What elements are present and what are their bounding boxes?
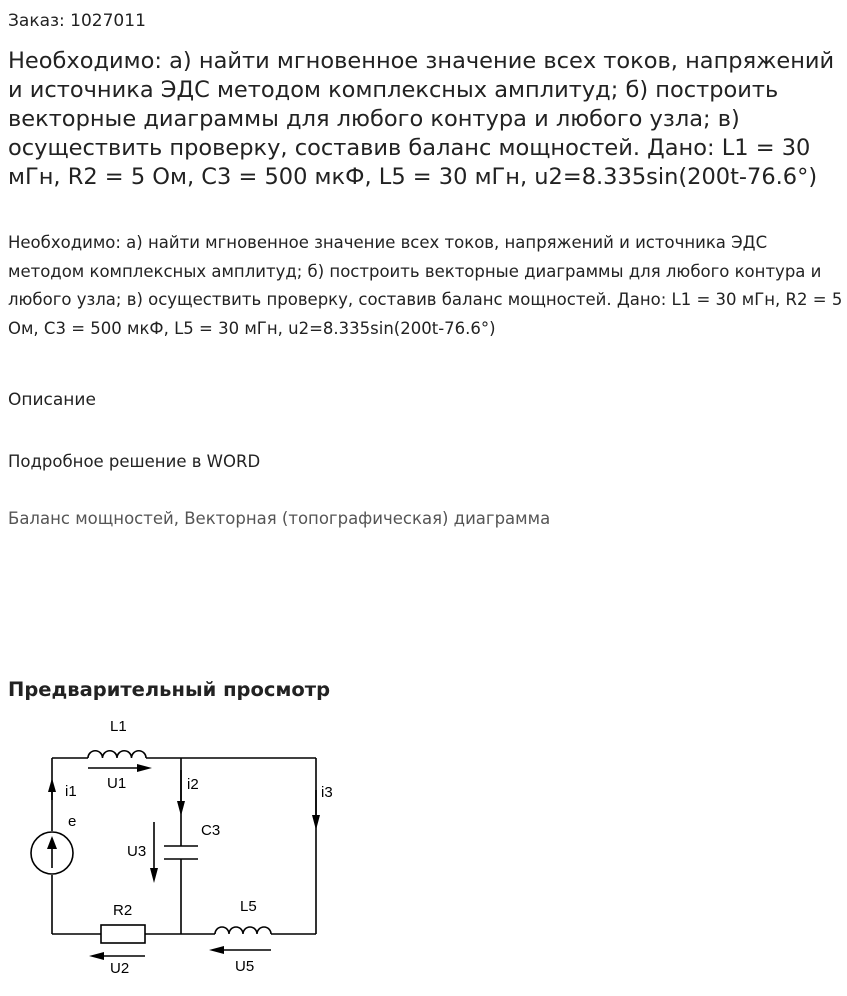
inductor-l5 — [215, 927, 271, 934]
tag-vector-diagram[interactable]: Векторная (топографическая) диаграмма — [184, 509, 551, 528]
label-i1: i1 — [65, 783, 77, 800]
label-e: e — [68, 813, 77, 830]
tag-power-balance[interactable]: Баланс мощностей — [8, 509, 174, 528]
label-u2: U2 — [110, 960, 130, 977]
i3-arrow-head — [312, 815, 320, 830]
u1-arrow-head — [137, 764, 152, 772]
emf-arrow-head — [47, 836, 57, 849]
i2-arrow-head — [177, 801, 185, 816]
label-c3: C3 — [201, 822, 221, 839]
preview-heading: Предварительный просмотр — [8, 678, 331, 701]
label-i2: i2 — [187, 776, 199, 793]
label-u5: U5 — [235, 958, 255, 975]
tag-separator: , — [173, 509, 185, 528]
label-i3: i3 — [321, 784, 333, 801]
tag-list — [8, 507, 550, 531]
page-title: Необходимо: а) найти мгновенное значение всех токов, напряжений и источника ЭДС методом комплексных амплитуд; б) построить векторные диаграммы для любого контура и любого узла; в) осуществить проверку, составив баланс мощностей. Дано: L1 = 30 мГн, R2 = 5 Ом, C3 = 500 мкФ, L5 = 30 мГн, u2=8.335sin(200t-76.6°) — [8, 48, 835, 190]
i1-arrow-head — [48, 778, 56, 792]
label-r2: R2 — [113, 902, 133, 919]
resistor-r2 — [101, 925, 145, 943]
inductor-l1 — [88, 751, 146, 758]
task-description: Необходимо: а) найти мгновенное значение всех токов, напряжений и источника ЭДС методом комплексных амплитуд; б) построить векторные диаграммы для любого контура и любого узла; в) осуществить проверку, составив баланс мощностей. Дано: L1 = 30 мГн, R2 = 5 Ом, C3 = 500 мкФ, L5 = 30 мГн, u2=8.335sin(200t-76.6°) — [8, 233, 843, 338]
order-number: Заказ: 1027011 — [8, 11, 146, 31]
label-u1: U1 — [107, 775, 127, 792]
u3-arrow-head — [150, 868, 158, 883]
u2-arrow-head — [89, 952, 104, 960]
label-l5: L5 — [240, 898, 257, 915]
u5-arrow-head — [209, 946, 224, 954]
description-heading: Описание — [8, 390, 96, 410]
label-u3: U3 — [127, 843, 147, 860]
circuit-diagram — [0, 705, 360, 990]
label-l1: L1 — [110, 718, 127, 735]
description-text: Подробное решение в WORD — [8, 452, 261, 471]
